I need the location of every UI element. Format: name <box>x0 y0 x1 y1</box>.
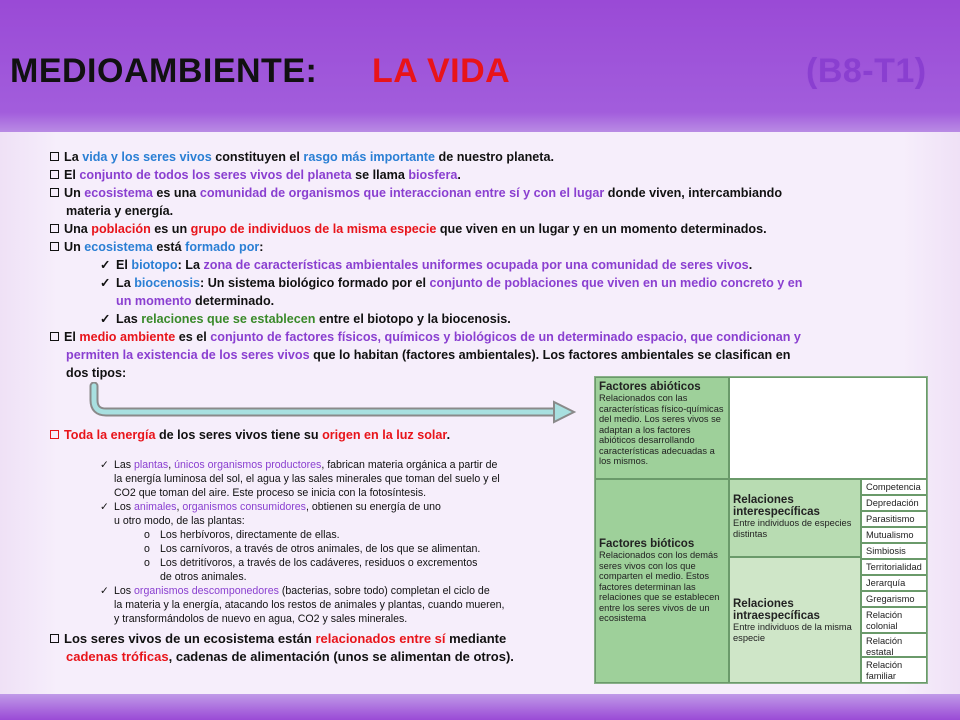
bullet-ecosistema: Un ecosistema es una comunidad de organismos que interaccionan entre sí y con el lugar donde viven, intercambiando <box>50 184 930 202</box>
energy-animales: ✓ Los animales, organismos consumidores, obtienen su energía de uno u otro modo, de las plantas: <box>100 501 441 527</box>
arrow-right-icon <box>80 382 580 426</box>
item-competencia: Competencia <box>861 479 927 495</box>
cell-factores-abioticos: Factores abióticos Relacionados con las características físico-químicas del medio. Los seres vivos se adaptan a los factores abióticos desarrollando características adecuadas a los mismos. <box>595 377 729 479</box>
square-bullet-icon <box>50 170 59 179</box>
circle-bullet-icon: o <box>144 557 150 569</box>
cell-relaciones-interespecificas: Relaciones interespecíficas Entre individuos de especies distintas <box>729 479 861 557</box>
check-icon: ✓ <box>100 312 111 326</box>
square-bullet-icon <box>50 188 59 197</box>
bullet-cadenas: Los seres vivos de un ecosistema están relacionados entre sí mediante <box>50 630 930 648</box>
bullet-cadenas-cont: cadenas tróficas, cadenas de alimentación (unos se alimentan de otros). <box>66 649 514 664</box>
square-bullet-icon <box>50 152 59 161</box>
square-bullet-icon <box>50 224 59 233</box>
item-relacion-estatal: Relación estatal <box>861 633 927 657</box>
sub-biotopo: ✓ El biotopo: La zona de características ambientales uniformes ocupada por una comunidad de seres vivos. <box>100 258 753 272</box>
bullet-medio-ambiente-cont2: dos tipos: <box>66 366 127 380</box>
item-jerarquia: Jerarquía <box>861 575 927 591</box>
bullet-medio-ambiente: El medio ambiente es el conjunto de factores físicos, químicos y biológicos de un determinado espacio, que condicionan y <box>50 328 930 346</box>
cell-empty <box>729 377 927 479</box>
cell-factores-bioticos: Factores bióticos Relacionados con los demás seres vivos con los que comparten el medio. Estos factores determinan las relaciones que se establecen entre los seres vivos de un ecosistema <box>595 479 729 683</box>
bullet-biosfera: El conjunto de todos los seres vivos del planeta se llama biosfera. <box>50 166 930 184</box>
item-depredacion: Depredación <box>861 495 927 511</box>
item-simbiosis: Simbiosis <box>861 543 927 559</box>
check-icon: ✓ <box>100 459 109 471</box>
item-relacion-familiar: Relación familiar <box>861 657 927 683</box>
bullet-energia: Toda la energía de los seres vivos tiene su origen en la luz solar. <box>50 426 930 444</box>
title-code: (B8-T1) <box>806 52 927 90</box>
square-bullet-icon <box>50 242 59 251</box>
item-territorialidad: Territorialidad <box>861 559 927 575</box>
check-icon: ✓ <box>100 585 109 597</box>
check-icon: ✓ <box>100 501 109 513</box>
energy-carnivoros: o Los carnívoros, a través de otros animales, de los que se alimentan. <box>144 543 481 555</box>
energy-plantas: ✓ Las plantas, únicos organismos productores, fabrican materia orgánica a partir de la energía luminosa del sol, el agua y las sales minerales que toman del suelo y el CO2 que toman del aire. Este proceso se inicia con la fotosíntesis. <box>100 459 500 499</box>
footer-bar <box>0 694 960 720</box>
bullet-vida: La vida y los seres vivos constituyen el rasgo más importante de nuestro planeta. <box>50 148 930 166</box>
cell-relaciones-intraespecificas: Relaciones intraespecíficas Entre individuos de la misma especie <box>729 557 861 683</box>
energy-detritivoros: o Los detritívoros, a través de los cadáveres, residuos o excrementos de otros animales. <box>144 557 478 583</box>
square-bullet-icon <box>50 430 59 439</box>
bullet-ecosistema-cont: materia y energía. <box>66 204 174 218</box>
sub-biocenosis-cont: un momento determinado. <box>116 294 275 308</box>
item-parasitismo: Parasitismo <box>861 511 927 527</box>
item-relacion-colonial: Relación colonial <box>861 607 927 633</box>
circle-bullet-icon: o <box>144 529 150 541</box>
title-topic: LA VIDA <box>372 52 511 90</box>
energy-descomponedores: ✓ Los organismos descomponedores (bacterias, sobre todo) completan el ciclo de la materia y la energía, atacando los restos de animales y plantas, cuando mueren, y transformándolos de nuevo en agua, CO2 y sales minerales. <box>100 585 505 625</box>
item-gregarismo: Gregarismo <box>861 591 927 607</box>
bullet-medio-ambiente-cont: permiten la existencia de los seres vivos que lo habitan (factores ambientales). Los factores ambientales se clasifican en <box>66 348 791 362</box>
sub-biocenosis: ✓ La biocenosis: Un sistema biológico formado por el conjunto de poblaciones que viven en un medio concreto y en <box>100 276 803 290</box>
square-bullet-icon <box>50 332 59 341</box>
energy-herbivoros: o Los herbívoros, directamente de ellas. <box>144 529 340 541</box>
bullet-poblacion: Una población es un grupo de individuos de la misma especie que viven en un lugar y en un momento determinados. <box>50 220 930 238</box>
square-bullet-icon <box>50 634 59 643</box>
bullet-formado: Un ecosistema está formado por: <box>50 238 930 256</box>
item-mutualismo: Mutualismo <box>861 527 927 543</box>
factores-table <box>594 376 928 684</box>
check-icon: ✓ <box>100 258 111 272</box>
sub-relaciones: ✓ Las relaciones que se establecen entre el biotopo y la biocenosis. <box>100 312 511 326</box>
circle-bullet-icon: o <box>144 543 150 555</box>
title-main: MEDIOAMBIENTE: <box>10 52 318 90</box>
check-icon: ✓ <box>100 276 111 290</box>
